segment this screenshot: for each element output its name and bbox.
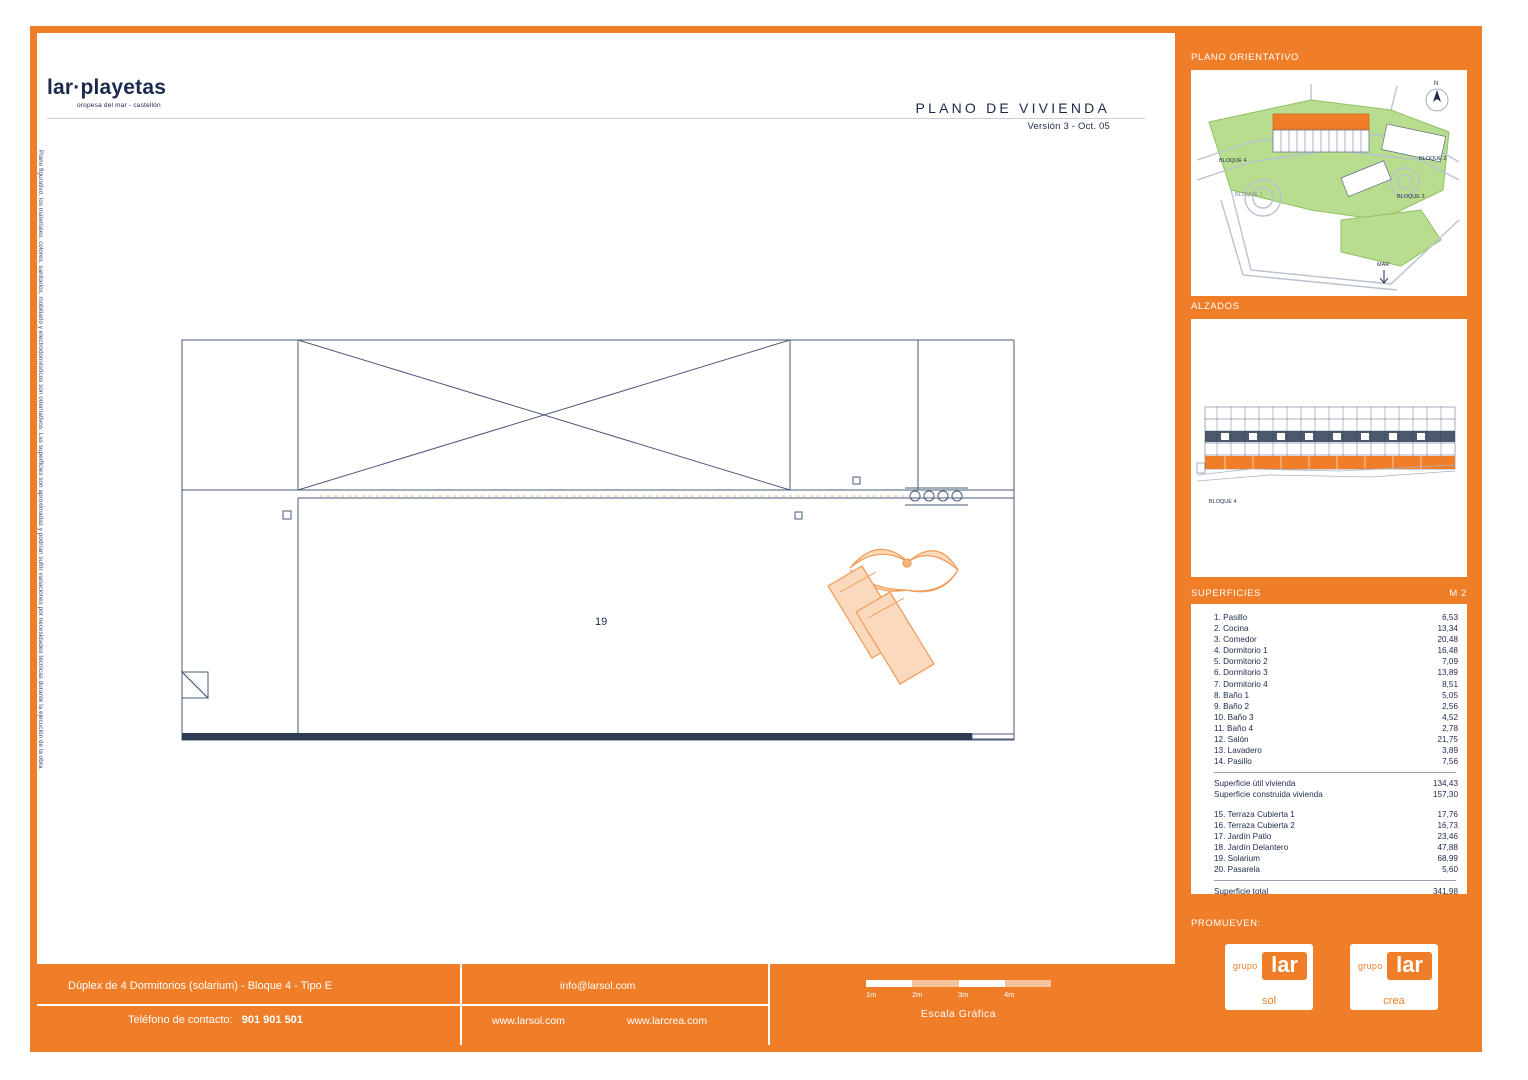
superficies-panel-header xyxy=(1191,588,1467,599)
surface-row-label: 15. Terraza Cubierta 1 xyxy=(1214,809,1295,819)
logo-grupo-text-2: grupo xyxy=(1358,961,1383,971)
brand-name: lar·playetas xyxy=(47,76,167,99)
surface-room-row xyxy=(1200,612,1458,623)
surface-row-value: 7,56 xyxy=(1442,757,1458,767)
brand-subtitle: oropesa del mar - castellón xyxy=(77,102,161,109)
surface-row-value: 20,48 xyxy=(1437,635,1458,645)
surface-row-label: 1. Pasillo xyxy=(1214,613,1248,622)
surface-row-label: 18. Jardín Delantero xyxy=(1214,842,1289,852)
elevation-drawing xyxy=(1191,319,1467,577)
surface-separator xyxy=(1214,772,1456,773)
surface-room-row xyxy=(1200,634,1458,645)
surface-row-value: 157,30 xyxy=(1432,790,1458,800)
surface-subtotal-row xyxy=(1200,778,1458,789)
footer-phone xyxy=(128,1014,303,1026)
page-title: PLANO DE VIVIENDA xyxy=(915,100,1110,116)
siteplan-map xyxy=(1191,70,1467,296)
surface-row-value: 13,89 xyxy=(1437,668,1458,678)
surface-row-label: Superficie útil vivienda xyxy=(1214,779,1296,789)
surface-row-label: 17. Jardín Patio xyxy=(1214,831,1272,841)
surface-row-label: 11. Baño 4 xyxy=(1214,723,1253,733)
surface-row-label: Superficie construida vivienda xyxy=(1214,790,1323,800)
logo-crea-text: crea xyxy=(1383,995,1405,1007)
page-title-block xyxy=(916,100,1110,132)
siteplan-block-3-label: BLOQUE 3 xyxy=(1397,194,1425,200)
surface-room-row xyxy=(1200,701,1458,712)
surface-extra-row xyxy=(1200,831,1458,842)
scale-tick: 3m xyxy=(958,990,969,999)
surface-row-value: 7,09 xyxy=(1442,657,1458,667)
siteplan-panel-label: PLANO ORIENTATIVO xyxy=(1191,52,1300,63)
surface-extra-row xyxy=(1200,820,1458,831)
siteplan-block-2-label: BLOQUE 2 xyxy=(1419,156,1447,162)
footer-web-larsol[interactable]: www.larsol.com xyxy=(492,1015,565,1027)
surface-row-label: 6. Dormitorio 3 xyxy=(1214,668,1268,678)
frame-left-border xyxy=(30,26,37,1052)
logo-lar-text-2: lar xyxy=(1387,952,1432,980)
scale-tick: 2m xyxy=(912,990,923,999)
surface-row-label: 7. Dormitorio 4 xyxy=(1214,679,1268,689)
surface-room-row xyxy=(1200,645,1458,656)
surface-row-value: 8,51 xyxy=(1442,679,1458,689)
surface-row-label: 2. Cocina xyxy=(1214,624,1249,634)
siteplan-block-1-label: BLOQUE 1 xyxy=(1235,192,1263,198)
siteplan-panel xyxy=(1191,70,1467,296)
sea-label: MAR xyxy=(1377,262,1390,268)
svg-text:N: N xyxy=(1434,81,1439,87)
graphic-scale xyxy=(866,980,1051,1020)
logo-grupo-lar-sol xyxy=(1225,944,1313,1010)
footer-divider-3 xyxy=(37,1004,770,1006)
surface-room-row xyxy=(1200,656,1458,667)
scale-bar xyxy=(866,980,1051,987)
surface-extra-row xyxy=(1200,809,1458,820)
surface-row-value: 2,56 xyxy=(1442,701,1458,711)
surface-row-value: 16,73 xyxy=(1437,820,1458,830)
surface-room-row xyxy=(1200,690,1458,701)
frame-bottom-border xyxy=(30,1045,1482,1052)
surface-row-label: 9. Baño 2 xyxy=(1214,701,1250,711)
promueven-label: PROMUEVEN: xyxy=(1191,918,1261,929)
logo-grupo-lar-crea xyxy=(1350,944,1438,1010)
surface-extra-row xyxy=(1200,842,1458,853)
surface-room-row xyxy=(1200,623,1458,634)
surface-row-value: 17,76 xyxy=(1437,809,1458,819)
surface-row-value: 68,99 xyxy=(1437,853,1458,863)
surface-row-value: 47,88 xyxy=(1437,842,1458,852)
surface-row-value: 341,98 xyxy=(1432,887,1458,897)
superficies-label: SUPERFICIES xyxy=(1191,588,1261,599)
alzados-panel xyxy=(1191,319,1467,577)
surface-room-row xyxy=(1200,745,1458,756)
brand-logo xyxy=(47,76,166,109)
surface-row-label: 3. Comedor xyxy=(1214,635,1257,645)
scale-ticks xyxy=(866,990,1051,1002)
footer-dwelling-type: Dúplex de 4 Dormitorios (solarium) - Bloque 4 - Tipo E xyxy=(68,980,333,992)
siteplan-block-4-label: BLOQUE 4 xyxy=(1219,158,1247,164)
surface-room-row xyxy=(1200,679,1458,690)
legal-disclaimer: Plano figurativo, los materiales, colores, sanitarios, mobiliario y electrodomésticos son orientativos. Las superficies son aproximadas y podrían sufrir variaciones por necesidades técnicas durante la ejecución de la obra. xyxy=(37,150,44,771)
footer-phone-label: Teléfono de contacto: xyxy=(128,1014,233,1026)
surface-extra-row xyxy=(1200,853,1458,864)
surface-room-row xyxy=(1200,723,1458,734)
surface-room-row xyxy=(1200,734,1458,745)
surface-row-label: 14. Pasillo xyxy=(1214,757,1252,767)
surface-room-row xyxy=(1200,712,1458,723)
surface-room-row xyxy=(1200,756,1458,767)
surface-row-value: 2,78 xyxy=(1442,723,1458,733)
surface-row-value: 16,48 xyxy=(1437,646,1458,656)
page-version: Versión 3 - Oct. 05 xyxy=(1027,121,1110,132)
alzados-panel-label: ALZADOS xyxy=(1191,301,1240,312)
surface-separator xyxy=(1214,880,1456,881)
surface-row-label: Superficie total xyxy=(1214,887,1269,897)
surface-row-label: 16. Terraza Cubierta 2 xyxy=(1214,820,1295,830)
frame-top-border xyxy=(30,26,1482,33)
plan-room-number: 19 xyxy=(595,616,608,628)
surface-row-label: 10. Baño 3 xyxy=(1214,712,1254,722)
footer-web-larcrea[interactable]: www.larcrea.com xyxy=(627,1015,707,1027)
surface-row-label: 13. Lavadero xyxy=(1214,746,1262,756)
logo-grupo-text: grupo xyxy=(1233,961,1258,971)
surface-row-label: 20. Pasarela xyxy=(1214,864,1260,874)
logo-lar-text: lar xyxy=(1262,952,1307,980)
elevation-block-label: BLOQUE 4 xyxy=(1209,499,1237,505)
surface-extra-row xyxy=(1200,864,1458,875)
surface-table xyxy=(1200,612,1458,897)
surface-row-value: 13,34 xyxy=(1437,624,1458,634)
floor-plan-drawing xyxy=(150,320,1100,770)
footer-email[interactable]: info@larsol.com xyxy=(560,980,636,992)
surface-row-value: 4,52 xyxy=(1442,712,1458,722)
scale-label: Escala Gráfica xyxy=(920,1008,997,1020)
surface-row-value: 3,89 xyxy=(1442,746,1458,756)
logo-sol-text: sol xyxy=(1261,995,1277,1007)
surface-row-value: 6,53 xyxy=(1442,613,1458,622)
surface-row-label: 8. Baño 1 xyxy=(1214,690,1250,700)
surface-row-label: 19. Solarium xyxy=(1214,853,1260,863)
surface-row-value: 5,05 xyxy=(1442,690,1458,700)
surface-row-value: 5,60 xyxy=(1442,864,1458,874)
scale-tick: 4m xyxy=(1004,990,1015,999)
surface-row-value: 21,75 xyxy=(1437,735,1458,745)
scale-tick: 1m xyxy=(866,990,877,999)
surface-gap xyxy=(1200,801,1458,809)
footer-phone-number: 901 901 501 xyxy=(241,1014,303,1026)
surface-row-label: 5. Dormitorio 2 xyxy=(1214,657,1268,667)
surface-total-row xyxy=(1200,886,1458,897)
surface-row-label: 12. Salón xyxy=(1214,735,1249,745)
superficies-units: M 2 xyxy=(1449,588,1467,599)
surface-room-row xyxy=(1200,667,1458,678)
surface-subtotal-row xyxy=(1200,789,1458,800)
surface-row-label: 4. Dormitorio 1 xyxy=(1214,646,1268,656)
surface-row-value: 23,46 xyxy=(1437,831,1458,841)
surface-row-value: 134,43 xyxy=(1432,779,1458,789)
